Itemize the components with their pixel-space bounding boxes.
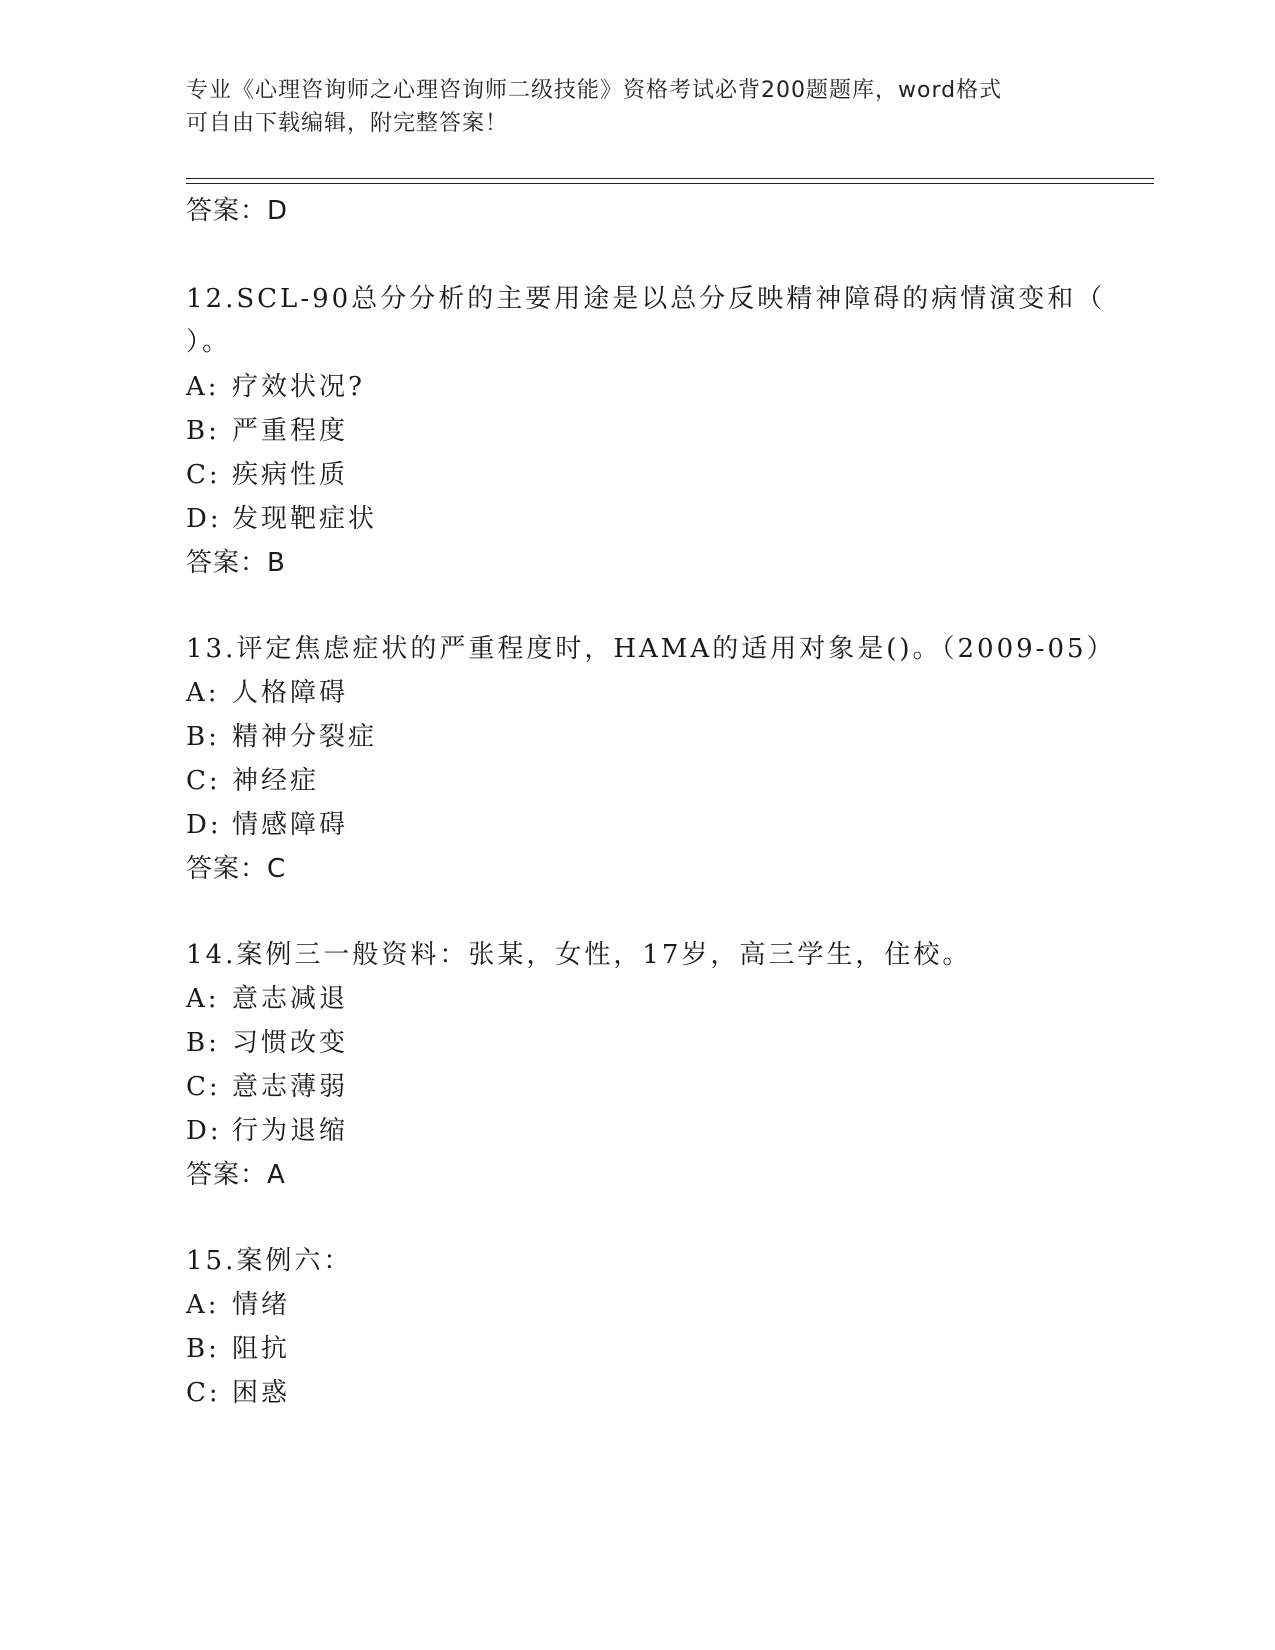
question-13-option-d: [186, 804, 348, 841]
option-letter: C:: [186, 1072, 221, 1102]
option-letter: C:: [186, 460, 221, 490]
option-letter: B:: [186, 416, 220, 446]
option-letter: C:: [186, 766, 221, 796]
option-text: 人格障碍: [232, 678, 349, 708]
question-13-stem: 13.评定焦虑症状的严重程度时，HAMA的适用对象是()。（2009-05）: [186, 634, 1116, 664]
option-text: 行为退缩: [232, 1116, 349, 1146]
option-text: 情绪: [232, 1290, 291, 1320]
option-letter: B:: [186, 722, 220, 752]
question-15-option-b: [186, 1328, 290, 1365]
question-12-option-b: [186, 410, 348, 447]
question-12-option-d: [186, 498, 377, 535]
option-text: 疗效状况?: [232, 372, 365, 402]
question-14-option-d: [186, 1110, 348, 1147]
option-text: 疾病性质: [232, 460, 349, 490]
option-letter: A:: [186, 1290, 220, 1320]
question-13-answer: 答案：C: [186, 854, 287, 884]
option-text: 意志减退: [232, 984, 349, 1014]
question-12-answer: 答案：B: [186, 548, 286, 578]
option-letter: B:: [186, 1028, 220, 1058]
option-text: 意志薄弱: [232, 1072, 349, 1102]
option-text: 严重程度: [232, 416, 349, 446]
option-text: 发现靶症状: [232, 504, 378, 534]
header-line-1: 专业《心理咨询师之心理咨询师二级技能》资格考试必背200题题库，word格式: [186, 78, 1003, 103]
question-12-stem-line-2: ）。: [186, 327, 232, 357]
option-letter: C:: [186, 1378, 221, 1408]
answer-line: 答案：D: [186, 196, 289, 226]
option-letter: A:: [186, 984, 220, 1014]
option-letter: B:: [186, 1334, 220, 1364]
question-14-stem: 14.案例三一般资料：张某，女性，17岁，高三学生，住校。: [186, 940, 972, 970]
option-text: 困惑: [232, 1378, 291, 1408]
question-15-option-c: [186, 1372, 290, 1409]
option-text: 阻抗: [232, 1334, 291, 1364]
question-13-option-b: [186, 716, 377, 753]
question-13-option-a: [186, 672, 348, 709]
question-14-option-b: [186, 1022, 348, 1059]
option-letter: D:: [186, 1116, 222, 1146]
option-letter: D:: [186, 504, 222, 534]
option-text: 神经症: [232, 766, 320, 796]
header-line-2: 可自由下载编辑，附完整答案！: [186, 111, 509, 136]
question-13-option-c: [186, 760, 319, 797]
question-15-option-a: [186, 1284, 290, 1321]
question-14-option-a: [186, 978, 348, 1015]
option-letter: A:: [186, 678, 220, 708]
question-12-option-a: [186, 366, 365, 403]
page-header: [186, 74, 1086, 140]
option-letter: D:: [186, 810, 222, 840]
option-text: 习惯改变: [232, 1028, 349, 1058]
option-text: 情感障碍: [232, 810, 349, 840]
header-divider-top: [186, 178, 1154, 179]
header-divider-bottom: [186, 183, 1154, 184]
question-14-option-c: [186, 1066, 348, 1103]
question-15-stem: 15.案例六：: [186, 1246, 353, 1276]
question-12-stem-line-1: 12.SCL-90总分分析的主要用途是以总分反映精神障碍的病情演变和（: [186, 284, 1106, 314]
question-14-answer: 答案：A: [186, 1160, 286, 1190]
option-text: 精神分裂症: [232, 722, 378, 752]
question-12-option-c: [186, 454, 348, 491]
option-letter: A:: [186, 372, 220, 402]
